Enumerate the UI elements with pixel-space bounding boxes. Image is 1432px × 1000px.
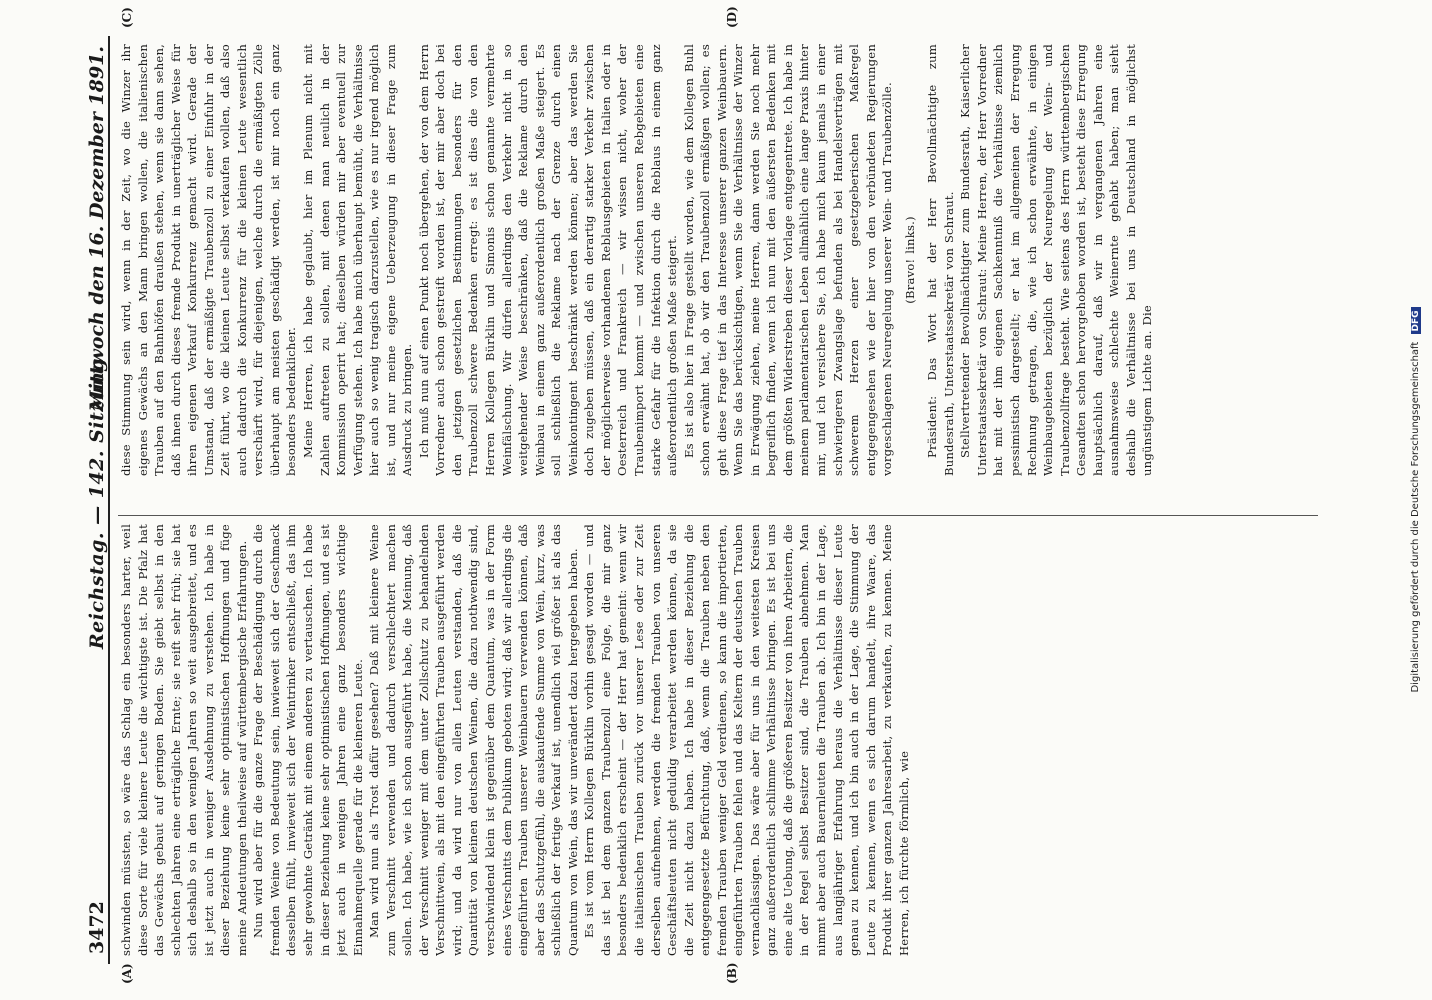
- paragraph: schwinden müssten, so wäre das Schlag ein besonders harter, weil diese Sorte für viele kleinere Leute die wichtigste ist. Die Pfalz hat das Gewächs gebaut auf geringen Boden. Sie giebt selbst in den schlechten Jahren eine erträgliche Ernte; sie reift sehr früh; sie hat sich deshalb so in den wenigen Jahren so weit ausgebreitet, und es ist jetzt auch in weniger Ausdehnung zu verstehen. Ich habe in dieser Beziehung keine sehr optimistischen Hoffnungen und füge meine Andeutungen theilweise auf württembergische Erfahrungen.: [119, 524, 249, 956]
- margin-mark-c: (C): [120, 7, 134, 28]
- applause-note: (Bravo! links.): [902, 216, 917, 304]
- paragraph: Man wird nun als Trost dafür gesehen? Daß mit kleinere Weine zum Verschnitt verwenden und dadurch verschlechtert machen sollen. Ich habe, wie ich schon ausgeführt habe, die Meinung, daß der Verschnitt weniger mit dem unter Zollschutz zu behandelnden Verschnittwein, als mit den eingeführten Trauben ausgeführt werden wird; und da wird nur von allen Leuten verstanden, daß die Quantität von kleinen deutschen Weinen, die dazu nothwendig sind, verschwindend klein ist gegenüber dem Quantum, was in der Form eines Verschnitts dem Publikum geboten wird; daß wir allerdings die eingeführten Trauben unserer Weinbauern verwenden können, daß aber das Schutzgefühl, die auskaufende Summe von Wein, kurz, was schließlich der fertige Verkauf ist, unendlich viel größer ist als das Quantum von Wein, das wir unverändert dazu hergegeben haben.: [367, 524, 580, 956]
- paragraph: Meine Herren, ich habe geglaubt, hier im Plenum nicht mit Zahlen auftreten zu sollen, mit denen man neulich in der Kommission operirt hat; dieselben würden mir aber eventuell zur Verfügung stehen. Ich habe mich überhaupt bemüht, die Verhältnisse hier auch so wenig tragisch darzustellen, wie es nur irgend möglich ist, und nur meine eigene Ueberzeugung in dieser Frage zum Ausdruck zu bringen.: [301, 44, 415, 476]
- margin-mark-b: (B): [725, 962, 739, 984]
- paragraph: Stellvertretender Bevollmächtigter zum Bundesrath, Kaiserlicher Unterstaatssekretär von Schraut: Meine Herren, der Herr Vorredner hat mit der ihm eigenen Sachkenntniß die Verhältnisse ziemlich pessimistisch dargestellt; er hat im allgemeinen der Erregung Rechnung getragen, die, wie ich schon erwähnte, in einigen Weinbaugebieten bezüglich der Neuregelung der Wein- und Traubenzollfrage besteht. Wie seitens des Herrn württembergischen Gesandten schon hervorgehoben worden ist, besteht diese Erregung hauptsächlich darauf, daß wir in vergangenen Jahren eine ausnahmsweise schlechte Weinernte gehabt haben; man sieht deshalb die Verhältnisse bei uns in Deutschland in möglichst ungünstigem Lichte an. Die: [958, 44, 1155, 476]
- margin-mark-d: (D): [725, 6, 739, 28]
- paragraph: diese Stimmung sein wird, wenn in der Zeit, wo die Winzer ihr eigenes Gewächs an den Mann bringen wollen, die italienischen Trauben auf den Bahnhöfen draußen stehen, wenn sie dann sehen, daß ihnen durch dieses fremde Produkt in unerträglicher Weise für ihren eigenen Verkauf Konkurrenz gemacht wird. Gerade der Umstand, daß der ermäßigte Traubenzoll zu einer Einfuhr in der Zeit führt, wo die kleinen Leute selbst verkaufen wollen, daß also auch dadurch die Konkurrenz für die kleinen Leute wesentlich verschärft wird, für diejenigen, welche durch die ermäßigten Zölle überhaupt am meisten geschädigt werden, ist mir noch ein ganz besonders bedenklicher.: [119, 44, 299, 476]
- paragraph: Es ist vom Herrn Kollegen Bürklin vorhin gesagt worden — und das ist bei dem ganzen Traubenzoll eine Folge, die mir ganz besonders bedenklich erscheint — der Herr hat gemeint: wenn wir die italienischen Trauben zurück vor unserer Lese oder zur Zeit derselben aufnehmen, werden die fremden Trauben von unseren Geschäftsleuten nicht geduldig verarbeitet werden können, da sie die Zeit nicht dazu haben. Ich habe in dieser Beziehung die entgegengesetzte Befürchtung, daß, wenn die Trauben neben den fremden Trauben weniger Geld verdienen, so kann die importierten, eingeführten Trauben fehlen und das Keltern der deutschen Trauben vernachlässigen. Das wäre aber für uns in den weitesten Kreisen ganz außerordentlich schlimme Verhältnisse bringen. Es ist bei uns eine alte Uebung, daß die größeren Besitzer von ihren Arbeitern, die in der Regel selbst Besitzer sind, die Trauben abnehmen. Man nimmt aber auch Bauernleuten die Trauben ab. Ich bin in der Lage, aus langjähriger Erfahrung heraus die Verhältnisse dieser Leute genau zu kennen, und ich bin auch in der Lage, die Stimmung der Leute zu kennen, wenn es sich darum handelt, ihre Waare, das Produkt ihrer ganzen Jahresarbeit, zu verkaufen, zu kennen. Meine Herren, ich fürchte förmlich, wie: [582, 524, 911, 956]
- margin-mark-a: (A): [120, 963, 134, 984]
- column-divider: [118, 515, 1318, 516]
- left-text-column: [118, 524, 1403, 956]
- right-text-column: [118, 44, 1403, 476]
- president-statement: Präsident: Das Wort hat der Herr Bevollmächtigte zum Bundesrath, Unterstaatssekretär von Schraut.: [925, 44, 956, 476]
- session-date: Mittwoch den 16. Dezember 1891.: [86, 46, 108, 412]
- paragraph: Ich muß nun auf einen Punkt noch übergehen, der von dem Herrn Vorredner auch schon gestreift worden ist, der mir aber doch bei den jetzigen gesetzlichen Bestimmungen besonders für den Traubenzoll schwere Bedenken erregt: es ist dies die von den Herren Kollegen Bürklin und Simonis schon genannte vermehrte Weinfälschung. Wir dürfen allerdings den Verkehr nicht in so weitgehender Weise beschränken, daß die Reklame durch den Weinbau in einem ganz außerordentlich großen Maße steigert. Es soll schließlich die Reklame nach der Grenze durch einen Weinkontingent beschränkt werden können; aber das werden Sie doch zugeben müssen, daß ein derartig starker Verkehr zwischen der möglicherweise vorhandenen Reblausgebieten in Italien oder in Oesterreich und Frankreich — wir wissen nicht, woher der Traubenimport kommt — und zwischen unseren Rebgebieten eine starke Gefahr für die Infektion durch die Reblaus in einem ganz außerordentlich großen Maße steigert.: [416, 44, 680, 476]
- page-header: [86, 36, 110, 964]
- session-title: Reichstag. — 142. Sitzung.: [86, 350, 108, 650]
- footer-text: Digitalisierung gefördert durch die Deutsche Forschungsgemeinschaft: [1410, 341, 1421, 693]
- dfg-logo: DFG: [1411, 307, 1421, 334]
- paragraph: Es ist also hier in Frage gestellt worden, wie dem Kollegen Buhl schon erwähnt hat, ob wir den Traubenzoll ermäßigen wollen; es geht diese Frage tief in das Interesse unserer ganzen Weinbauern. Wenn Sie das berücksichtigen, wenn Sie die Verhältnisse der Winzer in Erwägung ziehen, meine Herren, dann werden Sie noch mehr begreiflich finden, wenn ich nun mit den äußersten Bedenken mit dem größten Widerstreben dieser Vorlage entgegentrete. Ich habe in meinem parlamentarischen Leben allmählich eine lange Praxis hinter mir, und ich versichere Sie, ich habe mich kaum jemals in einer schwierigeren Zwangslage befunden als bei Handelsverträgen mit schwerem Herzen einer gesetzgeberischen Maßregel entgegengesehen wie der hier von den verbündeten Regierungen vorgeschlagenen Neuregelung unserer Wein- und Traubenzölle.: [681, 44, 895, 476]
- paragraph: Nun wird aber für die ganze Frage der Beschädigung durch die fremden Weine von Bedeutung sein, inwieweit sich der Geschmack desselben fühlt, inwieweit sich der Weintrinker entschließt, das ihm sehr gewohnte Getränk mit einem anderen zu vertauschen. Ich habe in dieser Beziehung keine sehr optimistischen Hoffnungen, und es ist jetzt auch in wenigen Jahren eine ganz besonders wichtige Einnahmequelle gerade für die kleineren Leute.: [251, 524, 365, 956]
- digitization-footer: [1410, 0, 1421, 1000]
- page-number: 3472: [86, 901, 108, 954]
